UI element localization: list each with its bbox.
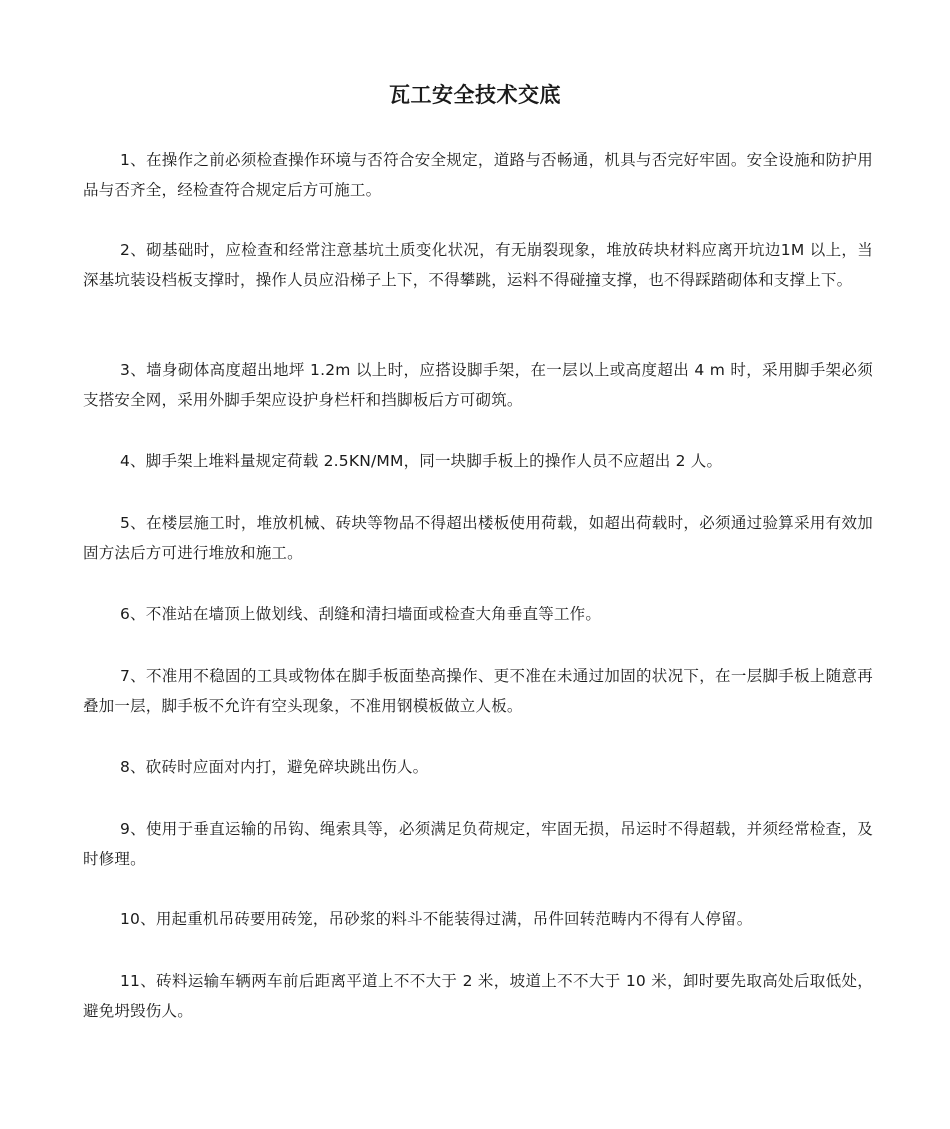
paragraph-4: 4、脚手架上堆料量规定荷载 2.5KN/MM，同一块脚手板上的操作人员不应超出 2 人。 [120,452,723,470]
paragraph-6: 6、不准站在墙顶上做划线、刮缝和清扫墙面或检查大角垂直等工作。 [120,605,602,623]
paragraph-10: 10、用起重机吊砖要用砖笼，吊砂浆的料斗不能装得过满，吊件回转范畴内不得有人停留。 [120,910,753,928]
document-title: 瓦工安全技术交底 [389,83,561,107]
paragraph-7: 7、不准用不稳固的工具或物体在脚手板面垫高操作、更不准在未通过加固的状况下，在一层脚手板上随意再叠加一层，脚手板不允许有空头现象，不准用钢模板做立人板。 [83,667,873,715]
paragraph-5: 5、在楼层施工时，堆放机械、砖块等物品不得超出楼板使用荷载，如超出荷载时，必须通过验算采用有效加固方法后方可进行堆放和施工。 [83,514,873,562]
paragraph-9: 9、使用于垂直运输的吊钩、绳索具等，必须满足负荷规定，牢固无损，吊运时不得超载，并须经常检查，及时修理。 [83,820,873,868]
paragraph-2: 2、砌基础时，应检查和经常注意基坑土质变化状况，有无崩裂现象，堆放砖块材料应离开坑边1M 以上，当深基坑装设档板支撑时，操作人员应沿梯子上下，不得攀跳，运料不得碰撞支撑，也不得踩踏砌体和支撑上下。 [83,241,873,289]
paragraph-8: 8、砍砖时应面对内打，避免碎块跳出伤人。 [120,758,429,776]
paragraph-1: 1、在操作之前必须检查操作环境与否符合安全规定，道路与否畅通，机具与否完好牢固。安全设施和防护用品与否齐全，经检查符合规定后方可施工。 [83,151,873,199]
paragraph-3: 3、墙身砌体高度超出地坪 1.2m 以上时，应搭设脚手架，在一层以上或高度超出 4 m 时，采用脚手架必须支搭安全网，采用外脚手架应设护身栏杆和挡脚板后方可砌筑。 [83,361,873,409]
paragraph-11: 11、砖料运输车辆两车前后距离平道上不不大于 2 米，坡道上不不大于 10 米，卸时要先取高处后取低处，避免坍毁伤人。 [83,972,873,1020]
